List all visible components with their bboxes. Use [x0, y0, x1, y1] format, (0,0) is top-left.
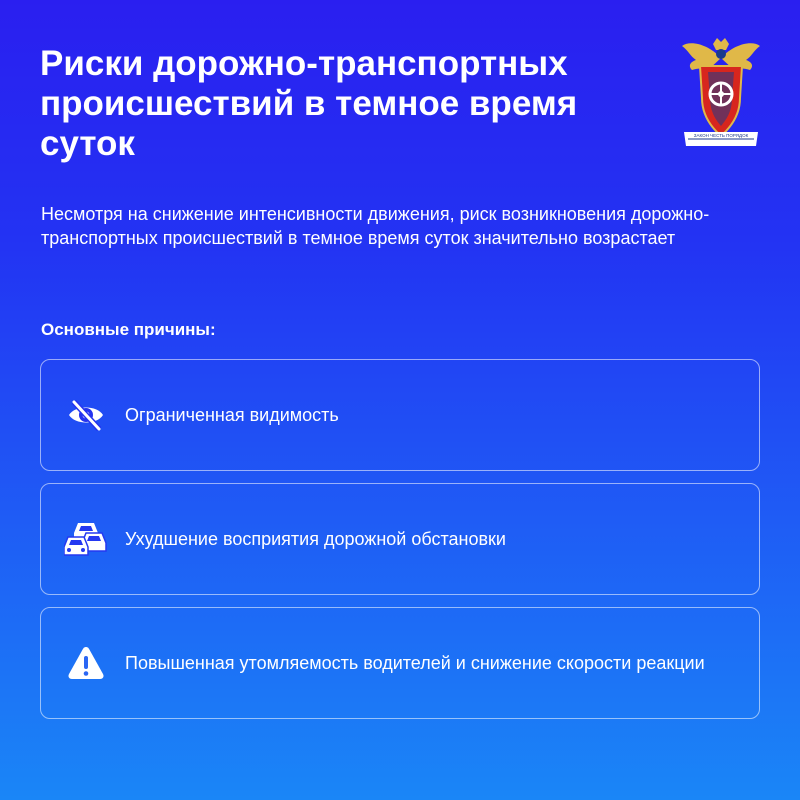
police-emblem-icon	[678, 36, 764, 154]
reason-text: Повышенная утомляемость водителей и снижение скорости реакции	[125, 653, 705, 673]
reason-card-fatigue	[40, 607, 760, 719]
eye-off-icon	[63, 392, 109, 438]
reason-card-perception	[40, 483, 760, 595]
reason-card-visibility	[40, 359, 760, 471]
reason-text: Ограниченная видимость	[125, 405, 339, 425]
reason-text: Ухудшение восприятия дорожной обстановки	[125, 529, 506, 549]
emblem-motto: ЗАКОН ЧЕСТЬ ПОРЯДОК	[693, 133, 749, 138]
warning-triangle-icon	[63, 640, 109, 686]
page-title: Риски дорожно-транспортных происшествий в темное время суток	[40, 44, 578, 163]
traffic-cars-icon	[63, 516, 109, 562]
section-label: Основные причины:	[41, 320, 216, 339]
lead-paragraph: Несмотря на снижение интенсивности движения, риск возникновения дорожно-транспортных происшествий в темное время суток значительно возрастает	[41, 204, 710, 248]
